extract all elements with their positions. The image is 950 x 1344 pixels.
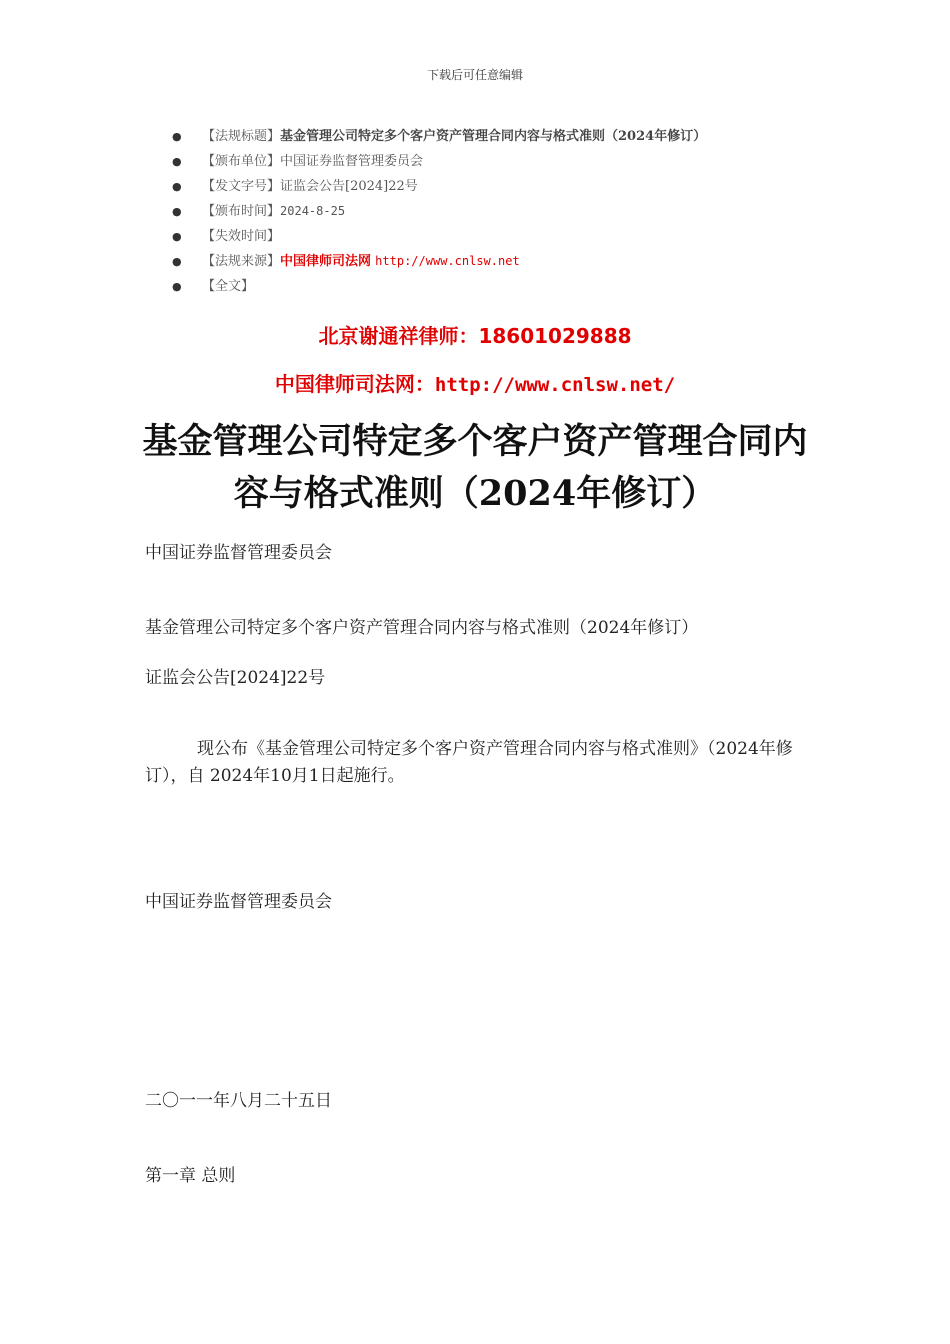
lawyer-contact-text: 北京谢通祥律师： [318,324,479,348]
meta-doc-no-value: 证监会公告[2024]22号 [280,179,418,194]
metadata-list [172,124,706,299]
chapter-heading: 第一章 总则 [145,1166,236,1186]
bullet-icon: ● [172,180,182,193]
document-issuer: 中国证券监督管理委员会 [145,543,332,563]
bullet-icon: ● [172,230,182,243]
signature-date: 二〇一一年八月二十五日 [145,1091,332,1111]
signature-issuer: 中国证券监督管理委员会 [145,892,332,912]
announcement-number: 证监会公告[2024]22号 [145,668,326,688]
meta-fulltext-label: 【全文】 [202,279,255,294]
meta-source-name[interactable]: 中国律师司法网 [280,254,372,269]
header-note: 下载后可任意编辑 [426,68,523,82]
lawyer-phone[interactable]: 18601029888 [478,324,632,348]
meta-item-doc-no [172,174,706,199]
meta-item-fulltext [172,274,706,299]
bullet-icon: ● [172,205,182,218]
meta-item-expiry [172,224,706,249]
meta-date-value: 2024-8-25 [280,204,346,218]
site-contact [0,368,950,397]
bullet-icon: ● [172,280,182,293]
lawyer-contact [0,320,950,349]
meta-item-title [172,124,706,149]
meta-item-issuer [172,149,706,174]
meta-title-value: 基金管理公司特定多个客户资产管理合同内容与格式准则（2024年修订） [280,129,707,144]
site-url-link[interactable]: http://www.cnlsw.net/ [434,374,676,396]
meta-source-label: 【法规来源】 [202,254,281,269]
meta-doc-no-label: 【发文字号】 [202,179,281,194]
bullet-icon: ● [172,130,182,143]
meta-item-date [172,199,706,224]
bullet-icon: ● [172,155,182,168]
meta-title-label: 【法规标题】 [202,129,281,144]
document-title: 基金管理公司特定多个客户资产管理合同内容与格式准则（2024年修订） [142,421,808,514]
bullet-icon: ● [172,255,182,268]
meta-source-url[interactable]: http://www.cnlsw.net [375,254,520,268]
meta-issuer-label: 【颁布单位】 [202,154,281,169]
site-contact-text: 中国律师司法网： [274,372,435,396]
announcement-body: 现公布《基金管理公司特定多个客户资产管理合同内容与格式准则》（2024年修订），自 2024年10月1日起施行。 [145,739,793,786]
document-subtitle: 基金管理公司特定多个客户资产管理合同内容与格式准则（2024年修订） [145,618,699,638]
meta-issuer-value: 中国证券监督管理委员会 [280,154,424,169]
meta-item-source [172,249,706,274]
meta-expiry-label: 【失效时间】 [202,229,281,244]
meta-date-label: 【颁布时间】 [202,204,281,219]
